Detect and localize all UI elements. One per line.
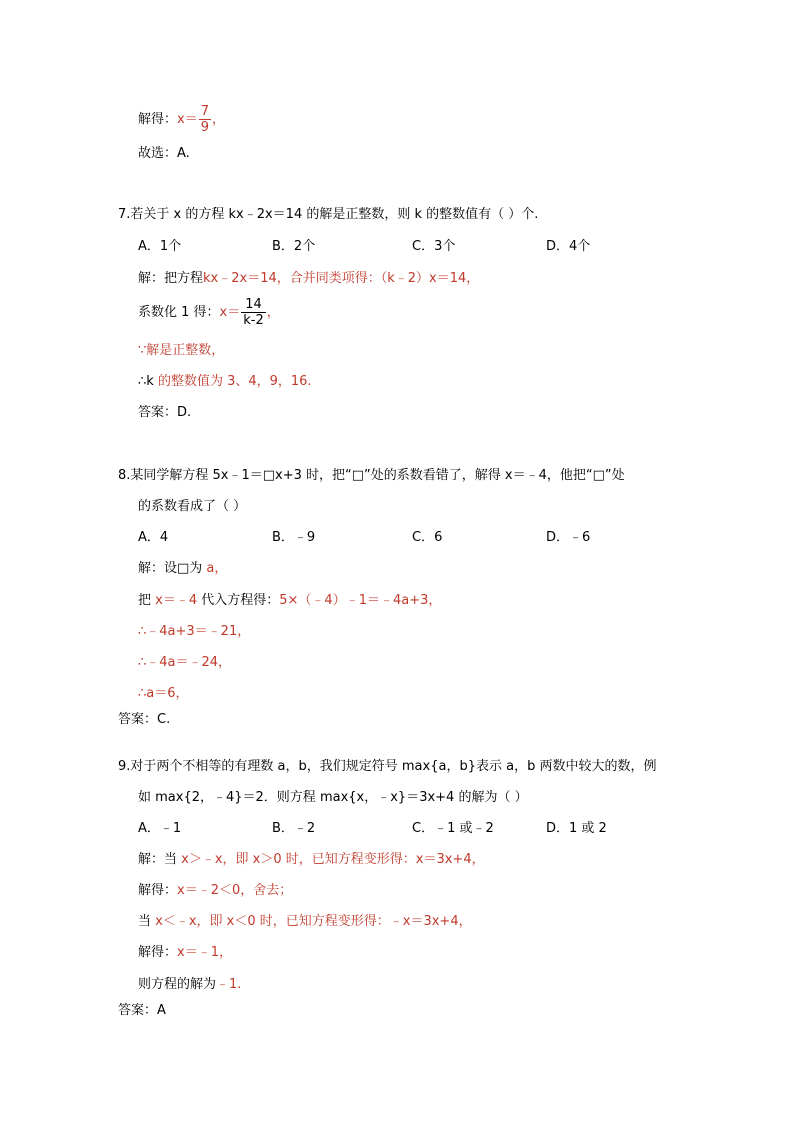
q9-answer: 答案：A (118, 1003, 166, 1018)
q8-option-d: D．﹣6 (546, 530, 591, 545)
q7-sol1-red: kx﹣2x＝14，合并同类项得：（k﹣2）x＝14， (203, 271, 480, 286)
q8-sol2-red2: 5×（﹣4）﹣1＝﹣4a+3， (279, 593, 442, 608)
q9-sol4-prefix: 解得： (138, 945, 178, 960)
q8-sol1-red: a， (202, 561, 228, 576)
q8-solution-line2 (138, 592, 441, 610)
prev-solve-line (138, 104, 225, 135)
q9-option-d: D．1 或 2 (546, 821, 607, 836)
q8-solution-line1 (138, 560, 227, 578)
prev-frac-num: 7 (200, 104, 209, 119)
q8-option-c: C．6 (412, 530, 443, 545)
prev-solve-expr: x＝ (177, 112, 198, 127)
q8-solution-line4: ∴﹣4a＝﹣24， (138, 655, 232, 670)
q7-sol2-prefix: 系数化 1 得： (138, 305, 220, 320)
q7-option-d: D．4个 (546, 239, 591, 254)
q8-sol2-prefix: 把 (138, 593, 152, 608)
q9-sol2-red: x＝﹣2＜0，舍去； (177, 883, 293, 898)
q7-stem: 7.若关于 x 的方程 kx﹣2x＝14 的解是正整数，则 k 的整数值有（ ）个. (118, 207, 539, 222)
q9-sol4-red: x＝﹣1， (177, 945, 232, 960)
q9-sol2-prefix: 解得： (138, 883, 178, 898)
q7-solution-line3: ∵解是正整数， (138, 343, 225, 358)
q9-solution-line1 (138, 851, 485, 869)
prev-solve-suffix: ， (212, 112, 226, 127)
q7-option-a: A．1个 (138, 239, 182, 254)
q8-solution-line3: ∴﹣4a+3＝﹣21， (138, 624, 251, 639)
prev-solve-prefix: 解得： (138, 112, 178, 127)
q9-solution-line2 (138, 882, 292, 900)
q8-answer: 答案：C. (118, 712, 171, 727)
q9-option-c: C．﹣1 或﹣2 (412, 821, 494, 836)
q7-option-b: B．2个 (272, 239, 316, 254)
q9-solution-line3 (138, 913, 472, 931)
q8-sol2-red1: x＝﹣4 (151, 593, 198, 608)
q9-stem-line1: 9.对于两个不相等的有理数 a，b，我们规定符号 max{a，b}表示 a，b 两数中较大的数，例 (118, 759, 657, 774)
q7-frac-num: 14 (241, 297, 266, 313)
q8-sol1-prefix: 解：设□为 (138, 561, 203, 576)
q8-stem-line1: 8.某同学解方程 5x﹣1＝□x+3 时，把“□”处的系数看错了，解得 x＝﹣4，他把“□”处 (118, 468, 625, 483)
q7-answer: 答案：D. (138, 405, 192, 420)
prev-choose: 故选：A. (138, 146, 190, 161)
q7-fraction (241, 297, 266, 328)
q9-solution-line4 (138, 944, 232, 962)
prev-fraction (199, 104, 211, 135)
q8-option-a: A．4 (138, 530, 169, 545)
q8-option-b: B．﹣9 (272, 530, 316, 545)
q7-solution-line4 (138, 373, 312, 391)
q9-stem-line2: 如 max{2，﹣4}＝2．则方程 max{x，﹣x}＝3x+4 的解为（ ） (138, 790, 528, 805)
q7-solution-line2 (138, 297, 280, 328)
q9-solution-line5 (138, 976, 241, 994)
q9-sol1-prefix: 解：当 (138, 852, 178, 867)
q9-sol5-red: ﹣1. (216, 977, 242, 992)
q7-solution-line1 (138, 270, 479, 288)
q9-sol5-prefix: 则方程的解为 (138, 977, 217, 992)
q7-sol4-prefix: ∴ (138, 374, 147, 389)
q7-sol4-red: 的整数值为 3、4，9，16. (153, 374, 312, 389)
q9-sol3-red: x＜﹣x，即 x＜0 时，已知方程变形得：﹣x＝3x+4， (151, 914, 472, 929)
q7-frac-den: k-2 (243, 313, 264, 328)
q8-solution-line5: ∴a＝6， (138, 686, 189, 701)
q9-option-b: B．﹣2 (272, 821, 316, 836)
q7-sol2-expr: x＝ (219, 305, 241, 320)
q8-sol2-mid: 代入方程得： (197, 593, 280, 608)
q8-stem-line2: 的系数看成了（ ） (138, 499, 247, 514)
q9-option-a: A．﹣1 (138, 821, 182, 836)
q7-sol1-prefix: 解：把方程 (138, 271, 204, 286)
q9-sol1-red: x＞﹣x，即 x＞0 时，已知方程变形得：x＝3x+4， (177, 852, 485, 867)
q7-sol2-suffix: ， (266, 305, 280, 320)
q7-option-c: C．3个 (412, 239, 456, 254)
q7-sol4-k: k (146, 374, 154, 389)
prev-frac-den: 9 (200, 120, 209, 135)
q9-sol3-prefix: 当 (138, 914, 152, 929)
